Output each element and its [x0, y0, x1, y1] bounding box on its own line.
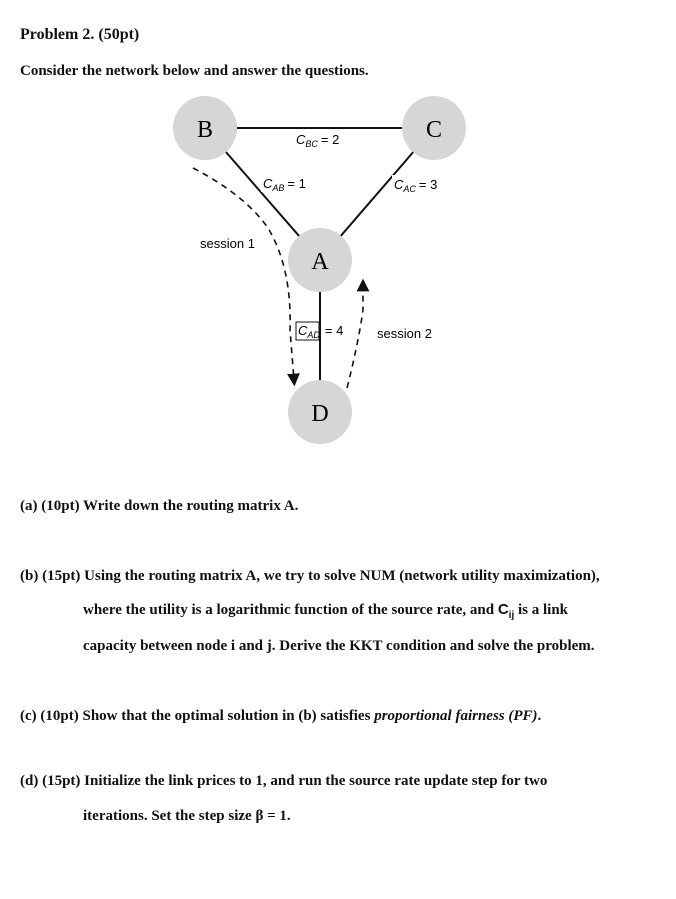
- question-c-emphasis: proportional fairness (PF): [374, 708, 538, 724]
- capacity-ab-c: C: [263, 176, 273, 191]
- session-2-label: session 2: [377, 326, 432, 341]
- problem-intro: Consider the network below and answer the questions.: [20, 63, 369, 79]
- capacity-ac-value: = 3: [418, 177, 438, 192]
- capacity-ab-value: = 1: [287, 176, 306, 191]
- session-1-path: [193, 168, 294, 380]
- session-1-label: session 1: [200, 236, 255, 251]
- session-2-path: [347, 285, 363, 388]
- question-a: (a) (10pt) Write down the routing matrix A.: [20, 498, 299, 514]
- capacity-bc-sub: BC: [305, 139, 318, 149]
- capacity-ab-sub: AB: [272, 183, 285, 193]
- cij-symbol: [497, 601, 515, 621]
- capacity-ad-sub: AD: [307, 330, 320, 340]
- cij-sub: ij: [508, 610, 515, 621]
- node-a-label: A: [311, 249, 329, 275]
- question-c: [20, 708, 541, 725]
- capacity-ad-c: C: [298, 323, 308, 338]
- node-d-label: D: [311, 401, 329, 427]
- question-c-pre: (c) (10pt) Show that the optimal solution in (b) satisfies: [20, 708, 375, 724]
- question-d-line2: iterations. Set the step size β = 1.: [83, 808, 291, 824]
- node-c-label: C: [425, 117, 443, 143]
- question-b-line3: capacity between node i and j. Derive the KKT condition and solve the problem.: [83, 638, 595, 654]
- capacity-bc-label: [296, 132, 339, 149]
- capacity-ac-sub: AC: [403, 184, 416, 194]
- question-c-post: .: [537, 708, 542, 724]
- capacity-ac-c: C: [394, 177, 404, 192]
- question-b-line2-pre: where the utility is a logarithmic function of the source rate, and: [83, 602, 498, 618]
- question-b-line1: (b) (15pt) Using the routing matrix A, we try to solve NUM (network utility maximization),: [20, 568, 600, 584]
- capacity-bc-value: = 2: [320, 132, 340, 147]
- cij-main: C: [497, 601, 509, 618]
- question-b-line2-post: is a link: [514, 602, 569, 618]
- question-d-line1: (d) (15pt) Initialize the link prices to 1, and run the source rate update step for two: [20, 773, 548, 789]
- node-b-label: B: [196, 117, 214, 143]
- problem-title: Problem 2. (50pt): [20, 26, 140, 43]
- capacity-bc-c: C: [296, 132, 306, 147]
- capacity-ad-value: = 4: [324, 323, 344, 338]
- question-b-line2: [83, 601, 568, 621]
